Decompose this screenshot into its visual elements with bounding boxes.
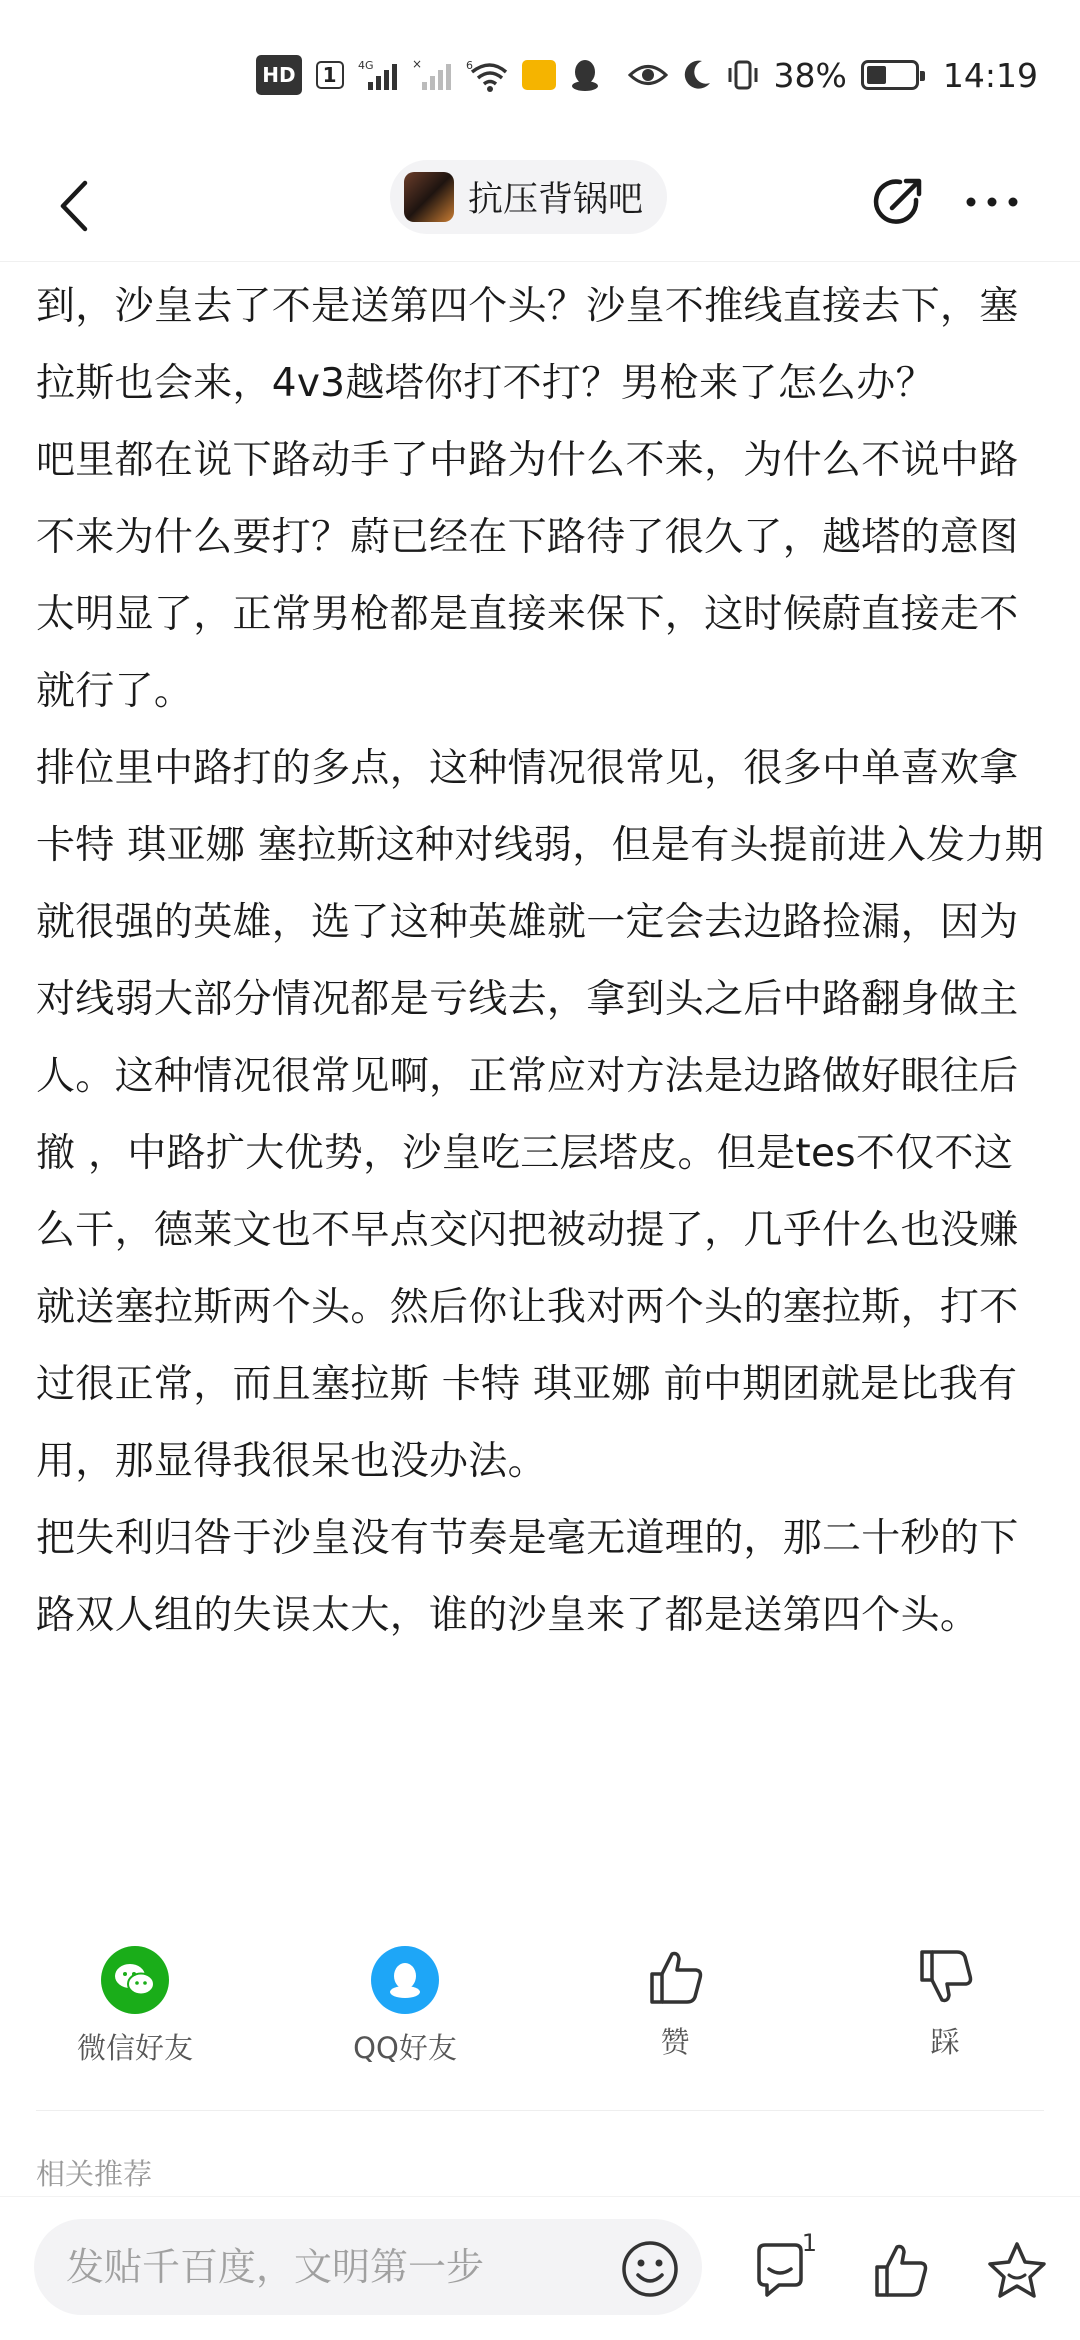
bottom-like-button[interactable] <box>865 2235 935 2305</box>
post-paragraph: 排位里中路打的多点，这种情况很常见，很多中单喜欢拿卡特 琪亚娜 塞拉斯这种对线弱，但是有头提前进入发力期就很强的英雄，选了这种英雄就一定会去边路捡漏，因为对线弱大部分情况都是亏线去，拿到头之后中路翻身做主人。这种情况很常见啊，正常应对方法是边路做好眼往后撤 ，中路扩大优势，沙皇吃三层塔皮。但是tes不仅不这么干，德莱文也不早点交闪把被动提了，几乎什么也没赚就送塞拉斯两个头。然后你让我对两个头的塞拉斯，打不过很正常，而且塞拉斯 卡特 琪亚娜 前中期团就是比我有用，那显得我很呆也没办法。 <box>36 746 1044 1484</box>
bottom-comment-bar <box>0 2196 1080 2340</box>
qq-icon <box>371 1946 439 2014</box>
wifi-icon <box>466 55 508 95</box>
share-arrow-icon <box>870 174 926 230</box>
comment-input[interactable] <box>34 2219 702 2315</box>
section-divider <box>36 2110 1044 2111</box>
dislike-button[interactable] <box>845 1946 1045 2061</box>
related-recommendations-title: 相关推荐 <box>36 2157 153 2191</box>
comments-button[interactable] <box>745 2229 817 2305</box>
eye-comfort-icon <box>628 55 668 95</box>
post-paragraph: 把失利归咎于沙皇没有节奏是毫无道理的，那二十秒的下路双人组的失误太大，谁的沙皇来了都是送第四个头。 <box>36 1516 1019 1638</box>
more-dots-icon <box>964 195 1020 209</box>
more-options-button[interactable] <box>960 170 1024 234</box>
share-wechat-button[interactable] <box>35 1946 235 2067</box>
status-bar <box>0 0 1080 150</box>
wechat-icon <box>101 1946 169 2014</box>
sim-card-icon: 1 <box>316 61 344 89</box>
net-6-label: 6 <box>465 59 473 72</box>
smiley-icon <box>620 2239 680 2299</box>
share-button[interactable] <box>866 170 930 234</box>
battery-icon <box>861 55 919 95</box>
battery-percent: 38% <box>773 55 847 95</box>
forum-name: 抗压背锅吧 <box>468 180 644 220</box>
forum-avatar <box>404 172 454 222</box>
share-wechat-label: 微信好友 <box>76 2031 193 2065</box>
vibrate-icon <box>726 55 760 95</box>
share-qq-button[interactable] <box>305 1946 505 2067</box>
net-4g-label: 4G <box>357 59 374 72</box>
svg-text:×: × <box>411 58 422 71</box>
clock-time: 14:19 <box>942 55 1038 95</box>
back-button[interactable] <box>42 174 106 238</box>
signal-no-service-icon <box>412 55 452 95</box>
post-content <box>36 268 1050 1654</box>
post-paragraph: 吧里都在说下路动手了中路为什么不来，为什么不说中路不来为什么要打？蔚已经在下路待了很久了，越塔的意图太明显了，正常男枪都是直接来保下，这时候蔚直接走不就行了。 <box>36 438 1019 714</box>
like-button[interactable] <box>575 1946 775 2061</box>
dislike-label: 踩 <box>930 2025 960 2059</box>
thumbs-down-icon <box>914 1946 976 2008</box>
qq-notification-icon <box>570 55 600 95</box>
message-notification-icon <box>522 55 556 95</box>
post-action-row <box>0 1946 1080 2076</box>
post-paragraph: 到，沙皇去了不是送第四个头？沙皇不推线直接去下，塞拉斯也会来，4v3越塔你打不打？男枪来了怎么办？ <box>36 284 1019 406</box>
do-not-disturb-moon-icon <box>682 55 712 95</box>
share-qq-label: QQ好友 <box>353 2031 457 2065</box>
hd-voice-icon: HD <box>256 55 301 95</box>
star-icon <box>985 2239 1049 2301</box>
thumbs-up-icon <box>644 1946 706 2008</box>
comment-count-badge: 1 <box>801 2229 817 2257</box>
top-nav-bar <box>0 150 1080 262</box>
thumbs-up-icon <box>869 2239 931 2301</box>
forum-entry-button[interactable] <box>390 160 667 234</box>
chevron-left-icon <box>57 179 91 233</box>
like-label: 赞 <box>660 2025 690 2059</box>
signal-4g-icon <box>358 55 398 95</box>
emoji-button[interactable] <box>618 2237 682 2301</box>
favorite-button[interactable] <box>982 2235 1052 2305</box>
